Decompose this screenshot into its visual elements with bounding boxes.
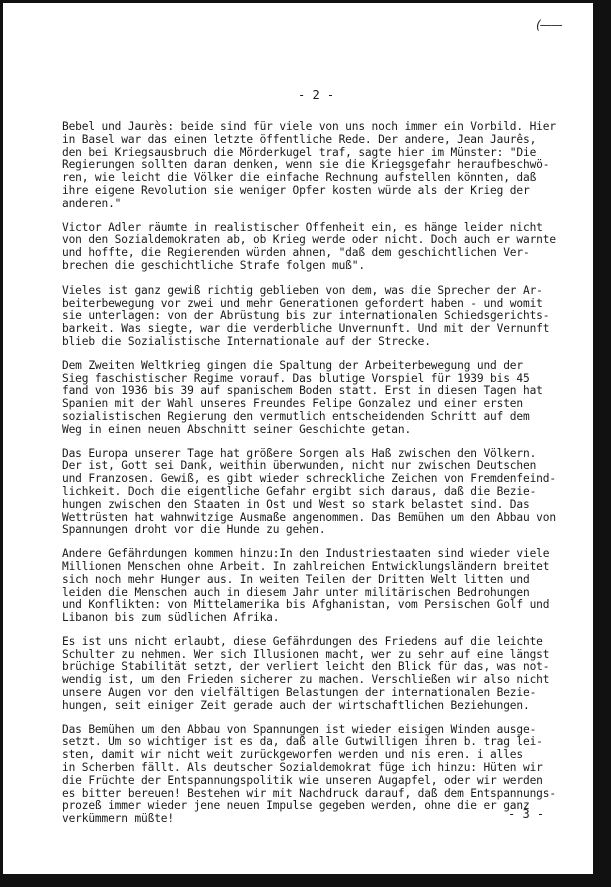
paragraph-6: Andere Gefährdungen kommen hinzu:In den Industriestaaten sind wieder viele Millionen Menschen ohne Arbeit. In zahlreichen Entwicklungsländern breitet sich noch mehr Hunger aus. In weiten Teilen der Dritten Welt litten und leiden die Menschen auch in diesem Jahr unter militärischen Bedrohungen und Konflikten: von Mittelamerika bis Afghanistan, vom Persischen Golf und Libanon bis zum südlichen Afrika. — [62, 547, 550, 625]
page-number-top: - 2 - — [298, 88, 335, 102]
page-number-next: - 3 - — [508, 807, 545, 821]
paragraph-1: Bebel und Jaurès: beide sind für viele von uns noch immer ein Vorbild. Hier in Basel war das einen letzte öffentliche Rede. Der andere, Jean Jaurês, den bei Kriegsausbruch die Mörderkugel traf, sagte hier im Münster: "Die Regierungen sollten daran denken, wenn sie die Kriegsgefahr heraufbeschwö- ren, wie leicht die Völker die einfache Rechnung aufstellen könnten, daß ihre eigene Revolution sie weniger Opfer kosten würde als der Krieg der anderen." — [62, 120, 556, 210]
scan-edge-right — [597, 0, 611, 887]
scan-edge-bottom — [0, 878, 611, 887]
corner-handwritten-mark: (—— — [536, 18, 562, 32]
paragraph-5: Das Europa unserer Tage hat größere Sorgen als Haß zwischen den Völkern. Der ist, Gott sei Dank, weithin überwunden, nicht nur zwischen Deutschen und Franzosen. Gewiß, es gibt wieder schreckliche Zeichen von Fremdenfeind- lichkeit. Doch die eigentliche Gefahr ergibt sich daraus, daß die Bezie- hungen zwischen den Staaten in Ost und West so stark belastet sind. Das Wettrüsten hat wahnwitzige Ausmaße angenommen. Das Bemühen um den Abbau von Spannungen droht vor die Hunde zu gehen. — [62, 446, 556, 537]
document-body — [62, 121, 558, 837]
paragraph-7: Es ist uns nicht erlaubt, diese Gefährdungen des Friedens auf die leichte Schulter zu nehmen. Wer sich Illusionen macht, wer zu sehr auf eine längst brüchige Stabilität setzt, der verliert leicht den Blick für das, was not- wendig ist, um den Frieden sicherer zu machen. Verschließen wir also nicht unsere Augen vor den vielfältigen Belastungen der internationalen Bezie- hungen, seit einiger Zeit gerade auch der wirtschaftlichen Beziehungen. — [62, 634, 550, 712]
paragraph-2: Victor Adler räumte in realistischer Offenheit ein, es hänge leider nicht von den Sozialdemokraten ab, ob Krieg werde oder nicht. Doch auch er warnte und hoffte, die Regierenden würden ahnen, "daß dem geschichtlichen Ver- brechen die geschichtliche Strafe folgen muß". — [62, 220, 556, 272]
paragraph-3: Vieles ist ganz gewiß richtig geblieben von dem, was die Sprecher der Ar- beiterbewegung vor zwei und mehr Generationen gefordert haben - und womit sie unterlagen: von der Abrüstung bis zur internationalen Schiedsgerichts- barkeit. Was siegte, war die verderbliche Unvernunft. Und mit der Vernunft blieb die Sozialistische Internationale auf der Strecke. — [62, 283, 550, 348]
paragraph-8: Das Bemühen um den Abbau von Spannungen ist wieder eisigen Winden ausge- setzt. Um so wichtiger ist es da, daß alle Gutwilligen ihren b. trag lei- sten, damit wir nicht weit zurückgeworfen werden und nis eren. i alles in Scherben fällt. Als deutscher Sozialdemokrat füge ich hinzu: Hüten wir die Früchte der Entspannungspolitik wie unseren Augapfel, oder wir werden es bitter bereuen! Bestehen wir mit Nachdruck darauf, daß dem Entspannungs- prozeß immer wieder jene neuen Impulse gegeben werden, ohne die er ganz verkümmern müßte! — [62, 722, 556, 826]
paragraph-4: Dem Zweiten Weltkrieg gingen die Spaltung der Arbeiterbewegung und der Sieg faschistischer Regime vorauf. Das blutige Vorspiel für 1939 bis 45 fand von 1936 bis 39 auf spanischem Boden statt. Erst in diesen Tagen hat Spanien mit der Wahl unseres Freundes Felipe Gonzalez und einer ersten sozialistischen Regierung den vermutlich entscheidenden Schritt auf dem Weg in einen neuen Abschnitt seiner Geschichte getan. — [62, 358, 543, 436]
